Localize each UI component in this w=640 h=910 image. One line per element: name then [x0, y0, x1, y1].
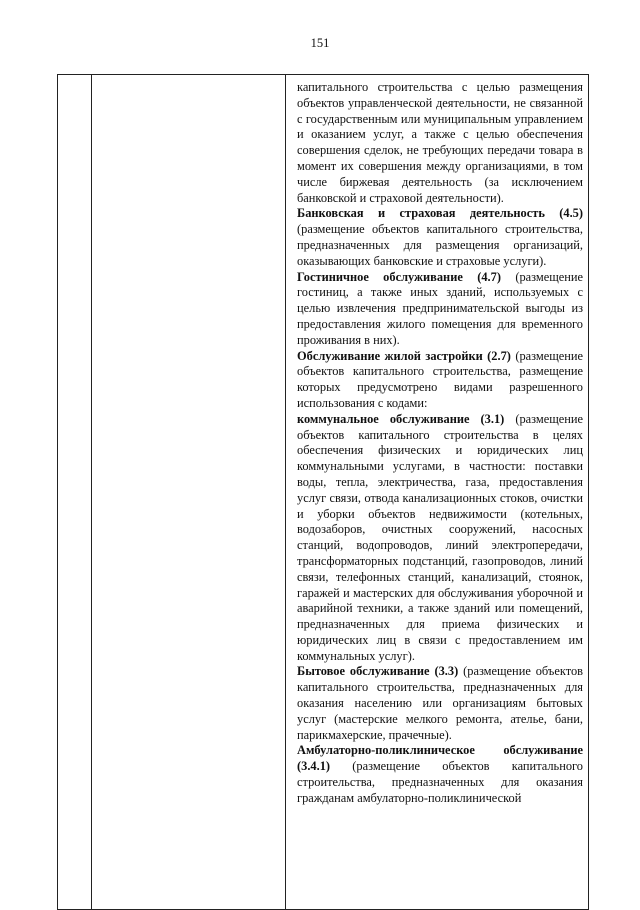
column-divider-1: [91, 75, 92, 909]
paragraph-banking: [297, 206, 583, 269]
paragraph-heading: Гостиничное обслуживание (4.7): [297, 269, 501, 284]
paragraph-continuation: [297, 80, 583, 206]
paragraph-hotel: [297, 270, 583, 349]
paragraph-residential-service: [297, 349, 583, 412]
paragraph-body: (размещение объектов капитального строительства, предназначенных для оказания гражданам амбулаторно-поликлинической: [297, 759, 583, 805]
paragraph-heading: Обслуживание жилой застройки (2.7): [297, 348, 511, 363]
paragraph-heading: Бытовое обслуживание (3.3): [297, 664, 459, 679]
paragraph-heading: коммунальное обслуживание (3.1): [297, 411, 505, 426]
paragraph-heading: Амбулаторно-поликлиническое обслуживание (3.4.1): [297, 743, 583, 774]
paragraph-heading: Банковская и страховая деятельность (4.5): [297, 206, 583, 221]
paragraph-body: (размещение объектов капитального строительства, предназначенных для размещения организаций, оказывающих банковские и страховые услуги).: [297, 222, 583, 268]
paragraph-body: (размещение гостиниц, а также иных зданий, используемых с целью извлечения предпринимательской выгоды из предоставления жилого помещения для временного проживания в них).: [297, 269, 583, 347]
paragraph-body: (размещение объектов капитального строительства, предназначенных для оказания населению или организациям бытовых услуг (мастерские мелкого ремонта, ателье, бани, парикмахерские, прачечные).: [297, 664, 583, 742]
paragraph-utilities: [297, 412, 583, 665]
permitted-uses-cell: [297, 80, 583, 807]
paragraph-body: (размещение объектов капитального строительства в целях обеспечения физических и юридических лиц коммунальными услугами, в частности: поставки воды, тепла, электричества, газа, предоставления услуг связи, отвода канализационных стоков, очистки и уборки объектов недвижимости (котельных, водозаборов, очистных сооружений, насосных станций, водопроводов, линий электропередачи, трансформаторных подстанций, газопроводов, линий связи, телефонных станций, канализаций, стоянок, гаражей и мастерских для обслуживания уборочной и аварийной техники, а также зданий или помещений, предназначенных для приема физических и юридических лиц в связи с предоставлением им коммунальных услуг).: [297, 411, 584, 663]
paragraph-body: капитального строительства с целью размещения объектов управленческой деятельности, не связанной с государственным или муниципальным управлением и оказанием услуг, а также с целью обеспечения совершения сделок, не требующих передачи товара в момент их совершения между организациями, в том числе биржевая деятельность (за исключением банковской и страховой деятельности).: [297, 80, 583, 205]
column-divider-2: [285, 75, 286, 909]
paragraph-body: (размещение объектов капитального строительства, размещение которых предусмотрено видами разрешенного использования с кодами:: [297, 348, 583, 410]
page-number: 151: [310, 36, 330, 50]
zoning-table: [57, 74, 589, 910]
paragraph-consumer-services: [297, 664, 583, 743]
paragraph-outpatient: [297, 743, 583, 806]
